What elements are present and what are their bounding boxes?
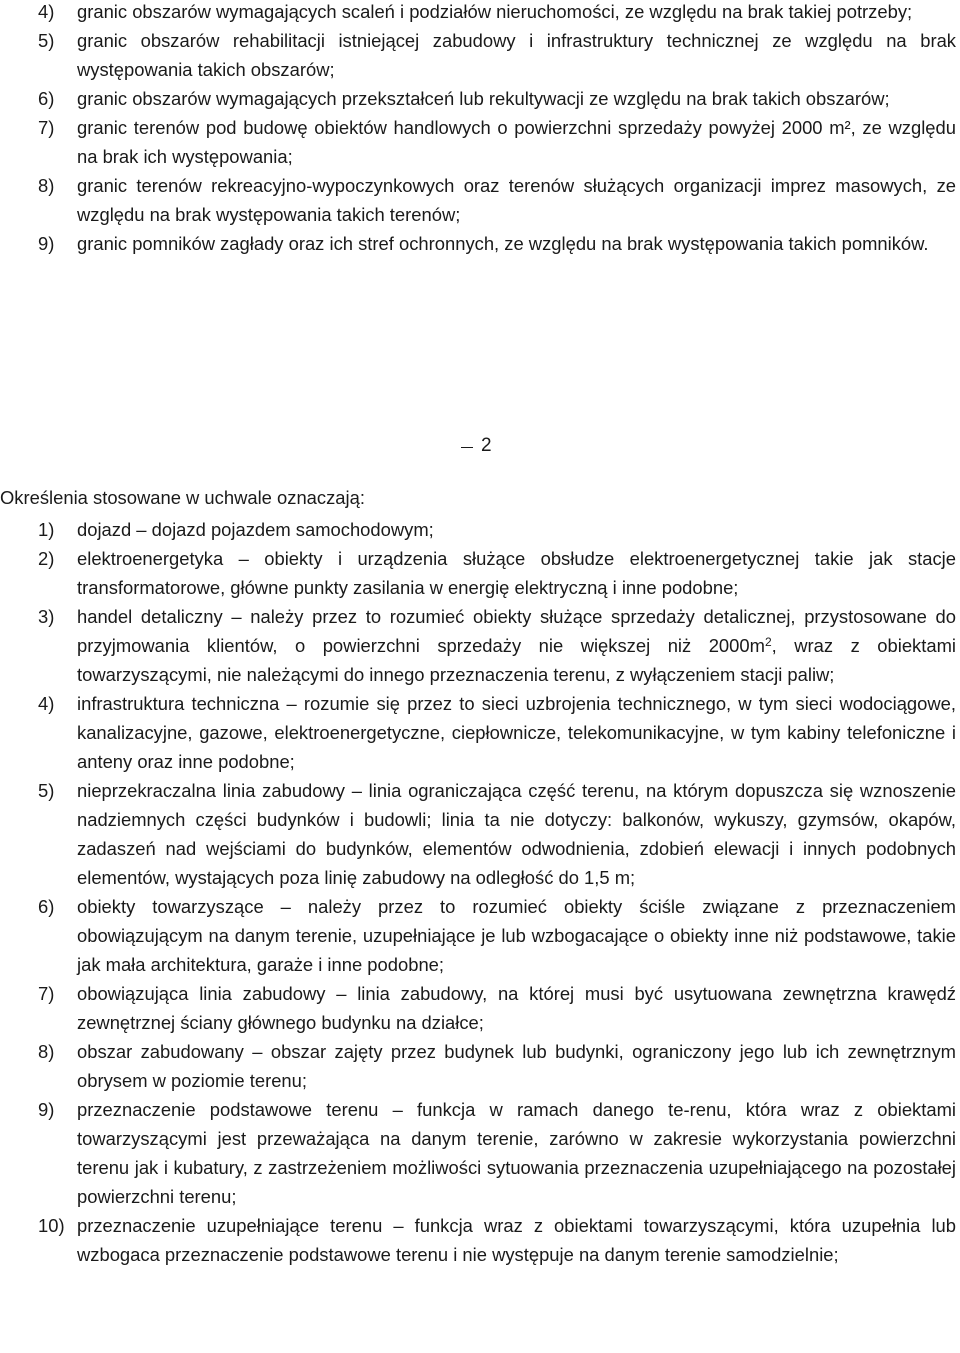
item-text: granic obszarów rehabilitacji istniejącej zabudowy i infrastruktury technicznej ze względu na brak występowania takich obszarów; [77, 30, 956, 80]
definition-item [0, 979, 958, 1037]
item-number: 4) [38, 1, 55, 22]
item-text: elektroenergetyka – obiekty i urządzenia służące obsłudze elektroenergetycznej takie jak stacje transformatorowe, główne punkty zasilania w energię elektryczną i inne podobne; [77, 548, 956, 598]
definition-item [0, 602, 958, 689]
list-item [0, 0, 958, 26]
item-text: obszar zabudowany – obszar zajęty przez budynek lub budynki, ograniczony jego lub ich zewnętrznym obrysem w poziomie terenu; [77, 1041, 956, 1091]
section-heading [461, 431, 492, 460]
item-text: przeznaczenie podstawowe terenu – funkcja w ramach danego te-renu, która wraz z obiektami towarzyszącymi jest przeważająca na danym terenie, zarówno w zakresie wykorzystania powierzchni terenu jak i kubatury, z zastrzeżeniem możliwości sytuowania przeznaczenia uzupełniającego na pozostałej powierzchni terenu; [77, 1099, 956, 1207]
item-number: 5) [38, 30, 55, 51]
item-number: 10) [38, 1215, 65, 1236]
item-number: 8) [38, 175, 55, 196]
item-text: granic obszarów wymagających scaleń i podziałów nieruchomości, ze względu na brak takiej potrzeby; [77, 1, 913, 22]
definition-item [0, 892, 958, 979]
item-text: handel detaliczny – należy przez to rozumieć obiekty służące sprzedaży detalicznej, przystosowane do przyjmowania klientów, o powierzchni sprzedaży nie większej niż 2000m [77, 606, 956, 656]
item-text: granic pomników zagłady oraz ich stref ochronnych, ze względu na brak występowania takich pomników. [77, 233, 929, 254]
item-number: 3) [38, 606, 55, 627]
list-item [0, 113, 958, 171]
item-text: obowiązująca linia zabudowy – linia zabudowy, na której musi być usytuowana zewnętrzna krawędź zewnętrznej ściany głównego budynku na działce; [77, 983, 956, 1033]
item-number: 7) [38, 117, 55, 138]
item-text: granic terenów pod budowę obiektów handlowych o powierzchni sprzedaży powyżej 2000 m², ze względu na brak ich występowania; [77, 117, 956, 167]
item-number: 9) [38, 233, 55, 254]
list-item [0, 84, 958, 113]
item-number: 5) [38, 780, 55, 801]
definitions-list [0, 515, 958, 1269]
item-text: infrastruktura techniczna – rozumie się przez to sieci uzbrojenia technicznego, w tym sieci wodociągowe, kanalizacyjne, gazowe, elektroenergetyczne, ciepłownicze, telekomunikacyjne, w tym kabiny telefoniczne i anteny oraz inne podobne; [77, 693, 956, 772]
definition-item [0, 1095, 958, 1211]
item-number: 8) [38, 1041, 55, 1062]
item-number: 6) [38, 896, 55, 917]
item-text: granic obszarów wymagających przekształceń lub rekultywacji ze względu na brak takich obszarów; [77, 88, 890, 109]
list-item [0, 171, 958, 229]
definition-item [0, 1211, 958, 1269]
item-number: 6) [38, 88, 55, 109]
section-number: 2 [481, 435, 492, 456]
definition-item [0, 515, 958, 544]
item-number: 1) [38, 519, 55, 540]
list-item [0, 26, 958, 84]
definitions-intro: Określenia stosowane w uchwale oznaczają: [0, 487, 365, 508]
list-item [0, 229, 958, 258]
definition-item [0, 689, 958, 776]
item-text: granic terenów rekreacyjno-wypoczynkowych oraz terenów służących organizacji imprez masowych, ze względu na brak występowania takich terenów; [77, 175, 956, 225]
item-text: przeznaczenie uzupełniające terenu – funkcja wraz z obiektami towarzyszącymi, która uzupełnia lub wzbogaca przeznaczenie podstawowe terenu i nie występuje na danym terenie samodzielnie; [77, 1215, 956, 1265]
definition-item [0, 776, 958, 892]
section-mark [461, 431, 473, 448]
definition-item [0, 544, 958, 602]
definition-item [0, 1037, 958, 1095]
item-text: dojazd – dojazd pojazdem samochodowym; [77, 519, 434, 540]
item-text-continued: , wraz z obiektami towarzyszącymi, nie należącymi do innego przeznaczenia terenu, z wyłączeniem stacji paliw; [77, 635, 956, 685]
exclusions-list [0, 0, 958, 258]
item-number: 7) [38, 983, 55, 1004]
item-number: 4) [38, 693, 55, 714]
superscript: 2 [764, 635, 772, 649]
item-number: 9) [38, 1099, 55, 1120]
item-number: 2) [38, 548, 55, 569]
item-text: nieprzekraczalna linia zabudowy – linia ograniczająca część terenu, na którym dopuszcza się wznoszenie nadziemnych części budynków i budowli; linia ta nie dotyczy: balkonów, wykuszy, gzymsów, okapów, zadaszeń nad wejściami do budynków, elementów odwodnienia, zdobień elewacji i innych podobnych elementów, wystających poza linię zabudowy na odległość do 1,5 m; [77, 780, 956, 888]
item-text: obiekty towarzyszące – należy przez to rozumieć obiekty ściśle związane z przeznaczeniem obowiązującym na danym terenie, uzupełniające je lub wzbogacające o obiekty inne niż podstawowe, takie jak mała architektura, garaże i inne podobne; [77, 896, 956, 975]
